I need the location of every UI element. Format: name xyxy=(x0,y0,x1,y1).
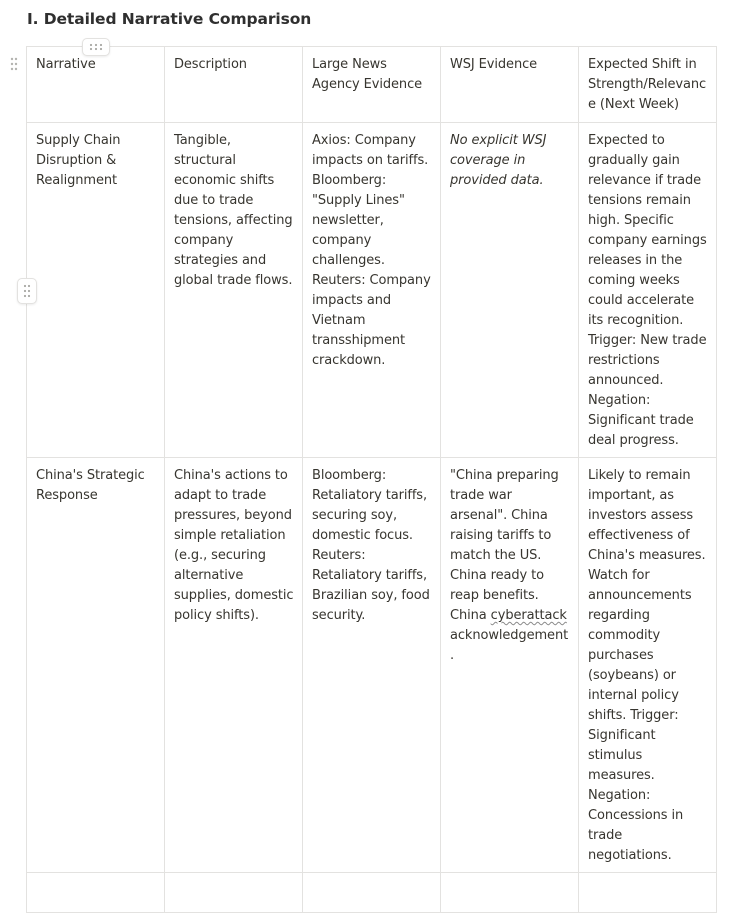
table-row xyxy=(27,873,717,913)
drag-handle-icon xyxy=(23,284,31,298)
page-title: I. Detailed Narrative Comparison xyxy=(27,10,312,28)
table-header-cell[interactable]: Large News Agency Evidence xyxy=(303,47,441,123)
table-cell-large-news[interactable]: Axios: Company impacts on tariffs. Bloomberg: "Supply Lines" newsletter, company challenges. Reuters: Company impacts and Vietnam transshipment crackdown. xyxy=(303,123,441,458)
table-cell-narrative[interactable]: Supply Chain Disruption & Realignment xyxy=(27,123,165,458)
table-cell-large-news[interactable]: Bloomberg: Retaliatory tariffs, securing soy, domestic focus. Reuters: Retaliatory tariffs, Brazilian soy, food security. xyxy=(303,458,441,873)
spellcheck-underlined-word: cyberattack xyxy=(490,608,567,623)
drag-handle-icon xyxy=(89,43,103,51)
table-row xyxy=(27,458,717,873)
table-cell-wsj[interactable]: No explicit WSJ coverage in provided data. xyxy=(441,123,579,458)
table-cell-empty[interactable] xyxy=(579,873,717,913)
drag-handle-icon xyxy=(10,57,18,71)
table-cell-expected-shift[interactable]: Likely to remain important, as investors assess effectiveness of China's measures. Watch for announcements regarding commodity purchases (soybeans) or internal policy shifts. Trigger: Significant stimulus measures. Negation: Concessions in trade negotiations. xyxy=(579,458,717,873)
table-cell-description[interactable]: China's actions to adapt to trade pressures, beyond simple retaliation (e.g., securing alternative supplies, domestic policy shifts). xyxy=(165,458,303,873)
wsj-text-part: acknowledgement. xyxy=(450,628,569,663)
table-cell-empty[interactable] xyxy=(441,873,579,913)
row-drag-handle[interactable] xyxy=(17,278,37,304)
table-cell-wsj[interactable] xyxy=(441,458,579,873)
table-row xyxy=(27,123,717,458)
table-cell-expected-shift[interactable]: Expected to gradually gain relevance if trade tensions remain high. Specific company earnings releases in the coming weeks could accelerate its recognition. Trigger: New trade restrictions announced. Negation: Significant trade deal progress. xyxy=(579,123,717,458)
table-cell-narrative[interactable]: China's Strategic Response xyxy=(27,458,165,873)
block-drag-handle[interactable] xyxy=(8,56,20,72)
wsj-text-part: "China preparing trade war arsenal". China raising tariffs to match the US. China ready to reap benefits. China xyxy=(450,468,559,623)
table-cell-empty[interactable] xyxy=(165,873,303,913)
narrative-table-container xyxy=(26,46,717,913)
narrative-comparison-table xyxy=(26,46,717,913)
table-header-cell[interactable]: Narrative xyxy=(27,47,165,123)
table-header-cell[interactable]: Expected Shift in Strength/Relevance (Next Week) xyxy=(579,47,717,123)
table-cell-description[interactable]: Tangible, structural economic shifts due to trade tensions, affecting company strategies and global trade flows. xyxy=(165,123,303,458)
table-header-row xyxy=(27,47,717,123)
column-drag-handle[interactable] xyxy=(82,38,110,56)
table-cell-empty[interactable] xyxy=(27,873,165,913)
table-header-cell[interactable]: WSJ Evidence xyxy=(441,47,579,123)
table-cell-empty[interactable] xyxy=(303,873,441,913)
table-header-cell[interactable]: Description xyxy=(165,47,303,123)
